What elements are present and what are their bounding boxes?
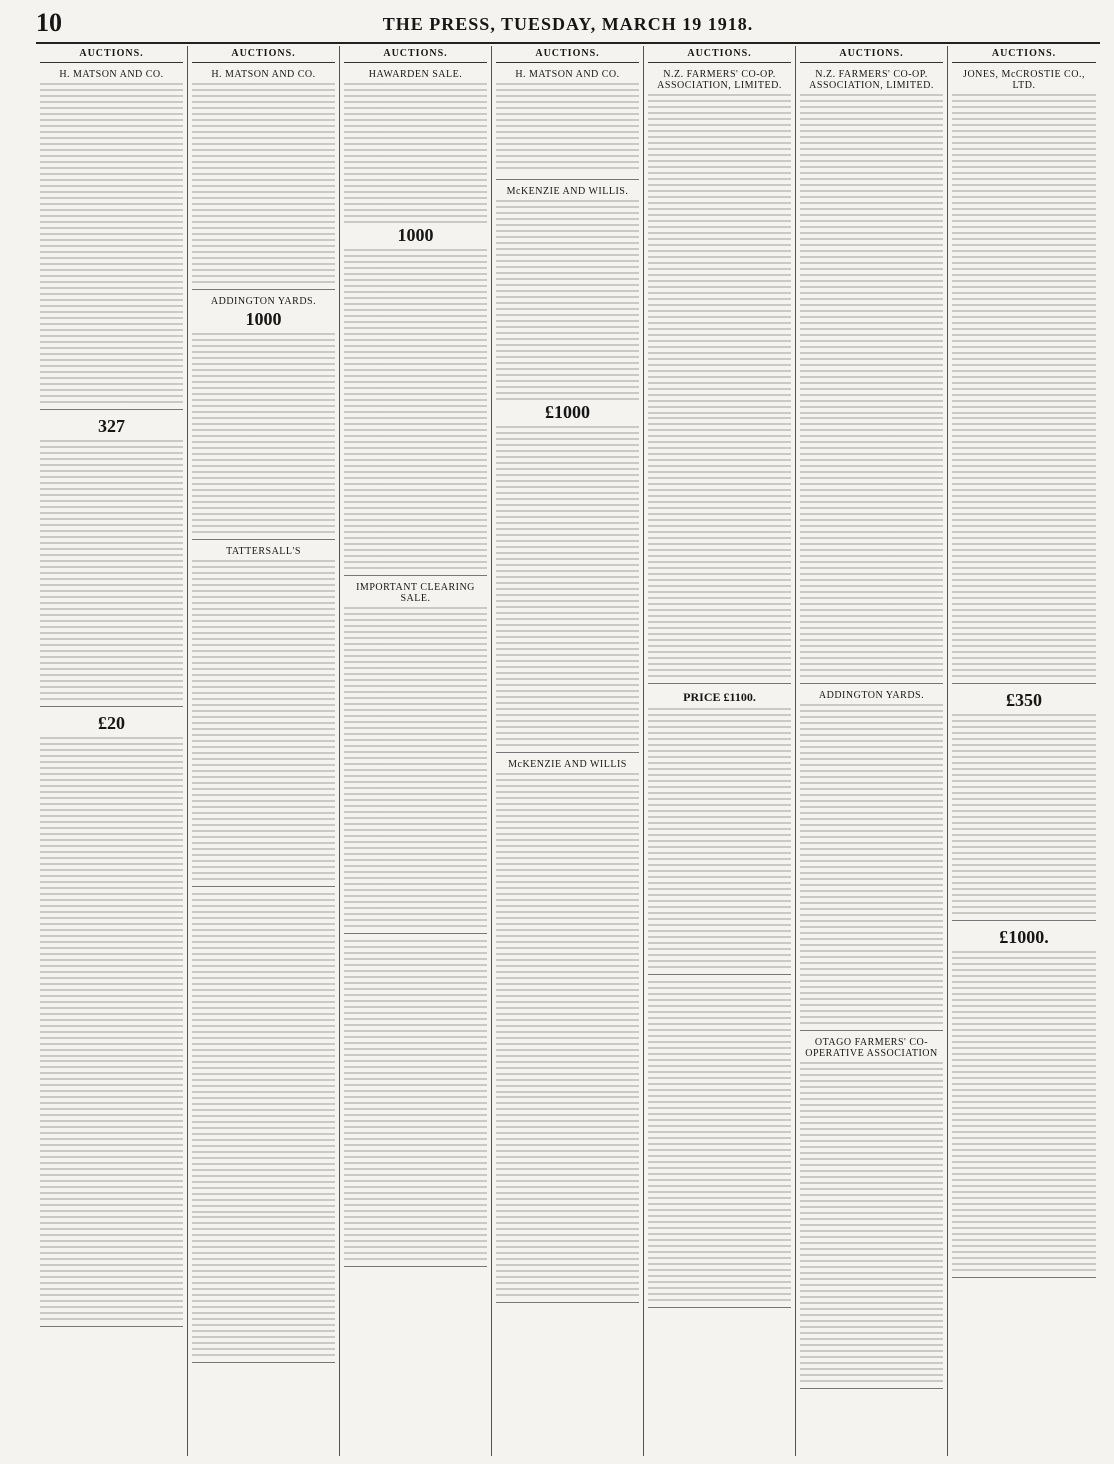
column-4 xyxy=(492,46,644,1456)
ad-block xyxy=(952,69,1096,684)
ad-block xyxy=(496,759,639,1303)
ad-body-text xyxy=(40,83,183,403)
ad-block xyxy=(344,69,487,576)
ad-display-figure: 1000 xyxy=(397,225,434,245)
ad-title: H. MATSON AND CO. xyxy=(211,69,316,80)
ad-title: ADDINGTON YARDS. xyxy=(818,690,925,701)
ad-body-text xyxy=(496,1096,639,1296)
column-heading: AUCTIONS. xyxy=(648,46,791,63)
ad-title: JONES, McCROSTIE CO., LTD. xyxy=(963,69,1085,91)
page-number: 10 xyxy=(36,8,62,37)
ad-block xyxy=(648,69,791,684)
ad-block xyxy=(344,582,487,934)
column-heading: AUCTIONS. xyxy=(40,46,183,63)
ad-display-figure: £350 xyxy=(1006,690,1042,710)
ad-block xyxy=(648,981,791,1308)
ad-title: McKENZIE AND WILLIS. xyxy=(506,186,629,197)
ad-title: HAWARDEN SALE. xyxy=(368,69,463,80)
ad-body-text xyxy=(344,83,487,223)
ad-body-text xyxy=(344,607,487,927)
column-heading: AUCTIONS. xyxy=(344,46,487,63)
column-5 xyxy=(644,46,796,1456)
ad-title: OTAGO FARMERS' CO-OPERATIVE ASSOCIATION xyxy=(805,1037,938,1059)
ad-display-figure: £20 xyxy=(98,713,125,733)
ad-block xyxy=(40,69,183,410)
ad-block xyxy=(192,69,335,290)
ad-body-text xyxy=(800,94,943,414)
ad-body-text xyxy=(496,83,639,173)
ad-body-text xyxy=(344,940,487,1260)
ad-title: McKENZIE AND WILLIS xyxy=(508,759,627,770)
ad-block xyxy=(496,186,639,753)
ad-block xyxy=(192,893,335,1363)
ad-body-text xyxy=(496,426,639,746)
ad-body-text xyxy=(800,1062,943,1382)
ad-block xyxy=(192,546,335,887)
ad-body-text xyxy=(192,333,335,533)
ad-title: N.Z. FARMERS' CO-OP. ASSOCIATION, LIMITED. xyxy=(809,69,934,91)
ad-title: H. MATSON AND CO. xyxy=(59,69,164,80)
ad-body-text xyxy=(40,1060,183,1320)
column-heading: AUCTIONS. xyxy=(800,46,943,63)
column-1 xyxy=(36,46,188,1456)
ad-body-text xyxy=(800,417,943,677)
column-heading: AUCTIONS. xyxy=(192,46,335,63)
ad-body-text xyxy=(952,94,1096,414)
ad-body-text xyxy=(192,83,335,283)
ad-body-text xyxy=(192,893,335,1213)
ad-block xyxy=(344,940,487,1267)
ad-title: H. MATSON AND CO. xyxy=(515,69,620,80)
ad-body-text xyxy=(192,1216,335,1356)
ad-display-figure: £1000. xyxy=(999,927,1049,947)
ad-block xyxy=(952,690,1096,921)
ad-body-text xyxy=(40,737,183,1057)
ad-block xyxy=(800,69,943,684)
column-3 xyxy=(340,46,492,1456)
ad-body-text xyxy=(344,249,487,569)
ad-block xyxy=(648,690,791,975)
ad-body-text xyxy=(648,94,791,414)
ad-body-text xyxy=(648,981,791,1301)
ad-block xyxy=(800,1037,943,1389)
ad-display-figure: £1000 xyxy=(545,402,590,422)
ad-block xyxy=(40,713,183,1327)
ad-body-text xyxy=(192,560,335,880)
ad-display-figure: 327 xyxy=(98,416,125,436)
page-header xyxy=(36,6,1100,44)
ad-title: ADDINGTON YARDS. xyxy=(210,296,317,307)
ad-body-text xyxy=(952,951,1096,1271)
ad-body-text xyxy=(952,417,1096,677)
ad-body-text xyxy=(496,200,639,400)
ad-block xyxy=(952,927,1096,1278)
ad-block xyxy=(800,690,943,1031)
ad-title: IMPORTANT CLEARING SALE. xyxy=(356,582,475,604)
ad-title: N.Z. FARMERS' CO-OP. ASSOCIATION, LIMITED. xyxy=(657,69,782,91)
column-6 xyxy=(796,46,948,1456)
masthead: THE PRESS, TUESDAY, MARCH 19 1918. xyxy=(382,14,754,34)
ad-body-text xyxy=(952,714,1096,914)
ad-body-text xyxy=(40,440,183,700)
column-2 xyxy=(188,46,340,1456)
column-heading: AUCTIONS. xyxy=(952,46,1096,63)
ad-body-text xyxy=(648,708,791,968)
ad-block xyxy=(192,296,335,540)
ad-body-text xyxy=(496,773,639,1093)
column-7 xyxy=(948,46,1100,1456)
ad-block xyxy=(40,416,183,707)
auction-columns xyxy=(36,46,1100,1456)
ad-title: TATTERSALL'S xyxy=(226,546,301,557)
column-heading: AUCTIONS. xyxy=(496,46,639,63)
ad-body-text xyxy=(800,704,943,1024)
ad-display-figure: 1000 xyxy=(245,309,282,329)
ad-block xyxy=(496,69,639,180)
ad-display-price: PRICE £1100. xyxy=(683,690,756,704)
ad-body-text xyxy=(648,417,791,677)
